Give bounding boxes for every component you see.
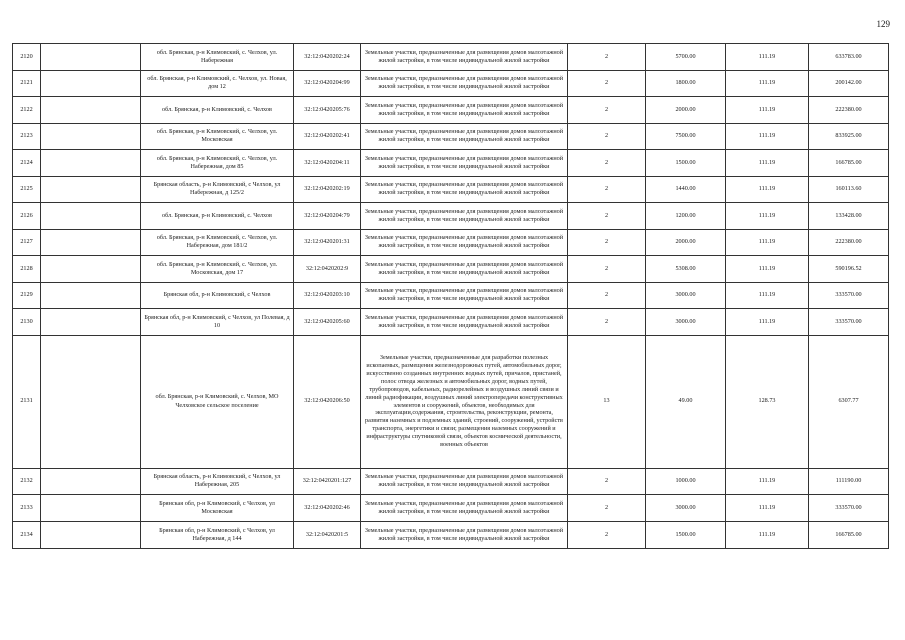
table-row [13,70,889,97]
row-spacer [41,97,141,124]
row-cadastral-value: 166785.00 [809,521,889,549]
row-land-use: Земельные участки, предназначенные для размещения домов малоэтажной жилой застройки, в том числе индивидуальной жилой застройки [361,309,568,336]
row-cadastral-number: 32:12:0420205:76 [294,97,361,124]
row-land-use: Земельные участки, предназначенные для размещения домов малоэтажной жилой застройки, в том числе индивидуальной жилой застройки [361,44,568,71]
row-number: 2124 [13,150,41,177]
row-cadastral-value: 222380.00 [809,97,889,124]
table-row [13,44,889,71]
row-rate: 111.19 [726,203,809,230]
row-land-use: Земельные участки, предназначенные для размещения домов малоэтажной жилой застройки, в том числе индивидуальной жилой застройки [361,97,568,124]
row-spacer [41,521,141,549]
row-rate: 111.19 [726,468,809,495]
row-area: 2000.00 [646,97,726,124]
row-group: 2 [568,44,646,71]
row-number: 2126 [13,203,41,230]
table-row [13,309,889,336]
row-land-use: Земельные участки, предназначенные для размещения домов малоэтажной жилой застройки, в том числе индивидуальной жилой застройки [361,123,568,150]
row-rate: 111.19 [726,282,809,309]
row-cadastral-number: 32:12:0420201:127 [294,468,361,495]
row-group: 2 [568,282,646,309]
table-row [13,282,889,309]
row-cadastral-value: 160113.60 [809,176,889,203]
row-address: обл. Брянская, р-н Климовский, с. Челхов [141,203,294,230]
row-cadastral-value: 133428.00 [809,203,889,230]
row-group: 2 [568,150,646,177]
row-cadastral-value: 111190.00 [809,468,889,495]
row-cadastral-number: 32:12:0420204:79 [294,203,361,230]
row-address: Брянская обл, р-н Климовский, с Челхов, ул Набережная, д 144 [141,521,294,549]
row-spacer [41,44,141,71]
row-group: 13 [568,335,646,468]
row-cadastral-value: 590196.52 [809,256,889,283]
row-area: 5308.00 [646,256,726,283]
row-area: 1500.00 [646,150,726,177]
table-row [13,495,889,522]
row-cadastral-number: 32:12:0420202:9 [294,256,361,283]
row-rate: 111.19 [726,97,809,124]
row-number: 2130 [13,309,41,336]
row-spacer [41,495,141,522]
row-cadastral-value: 333570.00 [809,309,889,336]
row-address: Брянская обл, р-н Климовский, с Челхов [141,282,294,309]
cadastral-value-table [12,43,889,549]
row-land-use: Земельные участки, предназначенные для размещения домов малоэтажной жилой застройки, в том числе индивидуальной жилой застройки [361,70,568,97]
row-cadastral-number: 32:12:0420201:5 [294,521,361,549]
row-land-use: Земельные участки, предназначенные для размещения домов малоэтажной жилой застройки, в том числе индивидуальной жилой застройки [361,256,568,283]
table-row [13,203,889,230]
table-row [13,521,889,549]
row-rate: 111.19 [726,70,809,97]
row-group: 2 [568,97,646,124]
row-cadastral-number: 32:12:0420202:41 [294,123,361,150]
row-cadastral-number: 32:12:0420202:24 [294,44,361,71]
table-row [13,176,889,203]
row-number: 2134 [13,521,41,549]
row-number: 2121 [13,70,41,97]
row-spacer [41,203,141,230]
row-area: 3000.00 [646,282,726,309]
row-rate: 111.19 [726,176,809,203]
row-cadastral-number: 32:12:0420202:46 [294,495,361,522]
row-group: 2 [568,229,646,256]
row-spacer [41,229,141,256]
row-address: обл. Брянская, р-н Климовский, с. Челхов, МО Челховское сельское поселение [141,335,294,468]
row-group: 2 [568,495,646,522]
row-area: 49.00 [646,335,726,468]
row-rate: 111.19 [726,123,809,150]
table-row [13,229,889,256]
table-body [13,44,889,549]
row-cadastral-number: 32:12:0420205:60 [294,309,361,336]
row-spacer [41,256,141,283]
row-land-use: Земельные участки, предназначенные для размещения домов малоэтажной жилой застройки, в том числе индивидуальной жилой застройки [361,468,568,495]
row-land-use: Земельные участки, предназначенные для размещения домов малоэтажной жилой застройки, в том числе индивидуальной жилой застройки [361,521,568,549]
row-number: 2128 [13,256,41,283]
row-spacer [41,150,141,177]
row-land-use: Земельные участки, предназначенные для размещения домов малоэтажной жилой застройки, в том числе индивидуальной жилой застройки [361,229,568,256]
row-land-use: Земельные участки, предназначенные для размещения домов малоэтажной жилой застройки, в том числе индивидуальной жилой застройки [361,150,568,177]
row-spacer [41,335,141,468]
row-group: 2 [568,123,646,150]
row-cadastral-value: 6307.77 [809,335,889,468]
row-cadastral-value: 166785.00 [809,150,889,177]
row-spacer [41,309,141,336]
row-address: обл. Брянская, р-н Климовский, с. Челхов, ул. Набережная, дом 85 [141,150,294,177]
row-address: обл. Брянская, р-н Климовский, с. Челхов, ул. Новая, дом 12 [141,70,294,97]
row-number: 2127 [13,229,41,256]
row-land-use: Земельные участки, предназначенные для разработки полезных ископаемых, размещения железнодорожных путей, автомобильных дорог, искусственно созданных внутренних водных путей, причалов, пристаней, полос отвода железных и автомобильных дорог, водных путей, трубопроводов, кабельных, радиорелейных и воздушных линий связи и линий радиофикации, воздушных линий электропередачи конструктивных элементов и сооружений, объектов, необходимых для эксплуатации,содержания, строительства, реконструкции, ремонта, развития наземных и подземных зданий, строений, сооружений, устройств транспорта, энергетики и связи; размещения наземных сооружений и инфраструктуры спутниковой связи, объектов космической деятельности, военных объектов [361,335,568,468]
row-address: обл. Брянская, р-н Климовский, с. Челхов, ул. Набережная, дом 181/2 [141,229,294,256]
page-number: 129 [876,19,890,29]
row-group: 2 [568,521,646,549]
row-number: 2132 [13,468,41,495]
row-cadastral-value: 333570.00 [809,495,889,522]
row-number: 2125 [13,176,41,203]
row-cadastral-number: 32:12:0420201:31 [294,229,361,256]
table-row [13,123,889,150]
row-cadastral-number: 32:12:0420203:10 [294,282,361,309]
row-number: 2131 [13,335,41,468]
row-rate: 111.19 [726,309,809,336]
table-row [13,97,889,124]
row-number: 2133 [13,495,41,522]
row-cadastral-value: 333570.00 [809,282,889,309]
row-address: обл. Брянская, р-н Климовский, с. Челхов, ул. Набережная [141,44,294,71]
row-cadastral-number: 32:12:0420204:11 [294,150,361,177]
row-group: 2 [568,203,646,230]
row-spacer [41,468,141,495]
row-area: 3000.00 [646,309,726,336]
row-group: 2 [568,309,646,336]
row-area: 1500.00 [646,521,726,549]
row-cadastral-number: 32:12:0420202:19 [294,176,361,203]
row-number: 2123 [13,123,41,150]
row-spacer [41,282,141,309]
row-rate: 111.19 [726,44,809,71]
row-address: Брянская область, р-н Климовский, с Челхов, ул Набережная, 205 [141,468,294,495]
row-group: 2 [568,468,646,495]
row-number: 2129 [13,282,41,309]
row-rate: 111.19 [726,150,809,177]
row-number: 2122 [13,97,41,124]
row-address: обл. Брянская, р-н Климовский, с. Челхов, ул. Московская [141,123,294,150]
table-row [13,468,889,495]
row-spacer [41,70,141,97]
row-area: 5700.00 [646,44,726,71]
table-row [13,256,889,283]
row-rate: 111.19 [726,256,809,283]
row-cadastral-value: 222380.00 [809,229,889,256]
row-address: Брянская обл, р-н Климовский, с Челхов, ул Полевая, д 10 [141,309,294,336]
row-address: Брянская обл, р-н Климовский, с Челхов, ул Московская [141,495,294,522]
row-cadastral-number: 32:12:0420204:99 [294,70,361,97]
row-rate: 111.19 [726,495,809,522]
row-cadastral-value: 833925.00 [809,123,889,150]
row-area: 1800.00 [646,70,726,97]
row-number: 2120 [13,44,41,71]
row-cadastral-value: 200142.00 [809,70,889,97]
row-cadastral-number: 32:12:0420206:50 [294,335,361,468]
row-group: 2 [568,256,646,283]
row-land-use: Земельные участки, предназначенные для размещения домов малоэтажной жилой застройки, в том числе индивидуальной жилой застройки [361,203,568,230]
row-land-use: Земельные участки, предназначенные для размещения домов малоэтажной жилой застройки, в том числе индивидуальной жилой застройки [361,176,568,203]
table-row [13,335,889,468]
row-group: 2 [568,176,646,203]
row-area: 7500.00 [646,123,726,150]
row-area: 1000.00 [646,468,726,495]
row-spacer [41,123,141,150]
table-row [13,150,889,177]
row-area: 2000.00 [646,229,726,256]
row-land-use: Земельные участки, предназначенные для размещения домов малоэтажной жилой застройки, в том числе индивидуальной жилой застройки [361,282,568,309]
row-area: 1440.00 [646,176,726,203]
row-address: обл. Брянская, р-н Климовский, с. Челхов, ул. Московская, дом 17 [141,256,294,283]
row-group: 2 [568,70,646,97]
row-spacer [41,176,141,203]
row-area: 1200.00 [646,203,726,230]
row-address: Брянская область, р-н Климовский, с Челхов, ул Набережная, д 125/2 [141,176,294,203]
row-land-use: Земельные участки, предназначенные для размещения домов малоэтажной жилой застройки, в том числе индивидуальной жилой застройки [361,495,568,522]
row-address: обл. Брянская, р-н Климовский, с. Челхов [141,97,294,124]
row-rate: 128.73 [726,335,809,468]
row-rate: 111.19 [726,229,809,256]
row-rate: 111.19 [726,521,809,549]
row-area: 3000.00 [646,495,726,522]
row-cadastral-value: 633783.00 [809,44,889,71]
